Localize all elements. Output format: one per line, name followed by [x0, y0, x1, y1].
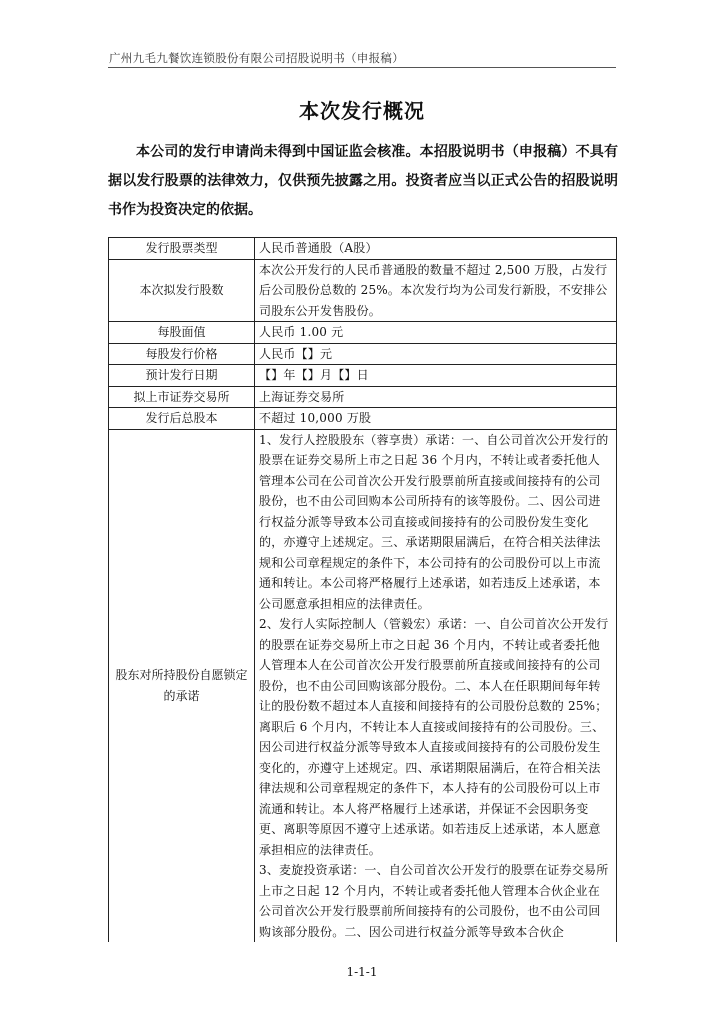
page-title: 本次发行概况 — [299, 99, 425, 123]
row-label: 预计发行日期 — [109, 365, 255, 387]
commitment-label: 股东对所持股份自愿锁定的承诺 — [109, 429, 255, 942]
row-value: 人民币【】元 — [255, 343, 617, 365]
table-row — [109, 429, 617, 942]
row-label: 每股面值 — [109, 322, 255, 344]
table-row — [109, 322, 617, 344]
row-value: 人民币 1.00 元 — [255, 322, 617, 344]
table-row — [109, 259, 617, 322]
row-value: 本次公开发行的人民币普通股的数量不超过 2,500 万股，占发行后公司股份总数的 25%。本次发行均为公司发行新股，不安排公司股东公开发售股份。 — [255, 259, 617, 322]
commitment-paragraph: 3、麦旋投资承诺：一、自公司首次公开发行的股票在证券交易所上市之日起 12 个月内，不转让或者委托他人管理本合伙企业在公司首次公开发行股票前所间接持有的公司股份，也不由公司回购该部分股份。二、因公司进行权益分派等导致本合伙企 — [259, 863, 609, 939]
intro-paragraph: 本公司的发行申请尚未得到中国证监会核准。本招股说明书（申报稿）不具有据以发行股票的法律效力，仅供预先披露之用。投资者应当以正式公告的招股说明书作为投资决定的依据。 — [108, 144, 618, 218]
row-value: 人民币普通股（A股） — [255, 238, 617, 260]
table-row — [109, 238, 617, 260]
table-row — [109, 408, 617, 430]
row-label: 发行股票类型 — [109, 238, 255, 260]
table-row — [109, 365, 617, 387]
row-value: 不超过 10,000 万股 — [255, 408, 617, 430]
commitment-paragraph: 2、发行人实际控制人（管毅宏）承诺：一、自公司首次公开发行的股票在证券交易所上市之日起 36 个月内，不转让或者委托他人管理本人在公司首次公开发行股票前所直接或间接持有的公司股份，也不由公司回购该部分股份。二、本人在任职期间每年转让的股份数不超过本人直接和间接持有的公司股份总数的 25%；离职后 6 个月内，不转让本人直接或间接持有的公司股份。三、因公司进行权益分派等导致本人直接或间接持有的公司股份发生变化的，亦遵守上述规定。四、承诺期限届满后，在符合相关法律法规和公司章程规定的条件下，本人持有的公司股份可以上市流通和转让。本人将严格履行上述承诺，并保证不会因职务变更、离职等原因不遵守上述承诺。如若违反上述承诺，本人愿意承担相应的法律责任。 — [259, 617, 609, 857]
offering-summary-table — [108, 237, 617, 942]
row-value: 【】年【】月【】日 — [255, 365, 617, 387]
table-row — [109, 343, 617, 365]
running-header: 广州九毛九餐饮连锁股份有限公司招股说明书（申报稿） — [109, 51, 404, 65]
commitment-value — [255, 429, 617, 942]
row-label: 发行后总股本 — [109, 408, 255, 430]
row-label: 每股发行价格 — [109, 343, 255, 365]
row-value: 上海证券交易所 — [255, 386, 617, 408]
page-number: 1-1-1 — [346, 965, 378, 979]
commitment-paragraph: 1、发行人控股股东（蓉享贵）承诺：一、自公司首次公开发行的股票在证券交易所上市之日起 36 个月内，不转让或者委托他人管理本公司在公司首次公开发行股票前所直接或间接持有的公司股份，也不由公司回购本公司所持有的该等股份。二、因公司进行权益分派等导致本公司直接或间接持有的公司股份发生变化的，亦遵守上述规定。三、承诺期限届满后，在符合相关法律法规和公司章程规定的条件下，本公司持有的公司股份可以上市流通和转让。本公司将严格履行上述承诺，如若违反上述承诺，本公司愿意承担相应的法律责任。 — [259, 432, 609, 611]
header-rule — [108, 67, 616, 68]
row-label: 拟上市证券交易所 — [109, 386, 255, 408]
row-label: 本次拟发行股数 — [109, 259, 255, 322]
table-row — [109, 386, 617, 408]
